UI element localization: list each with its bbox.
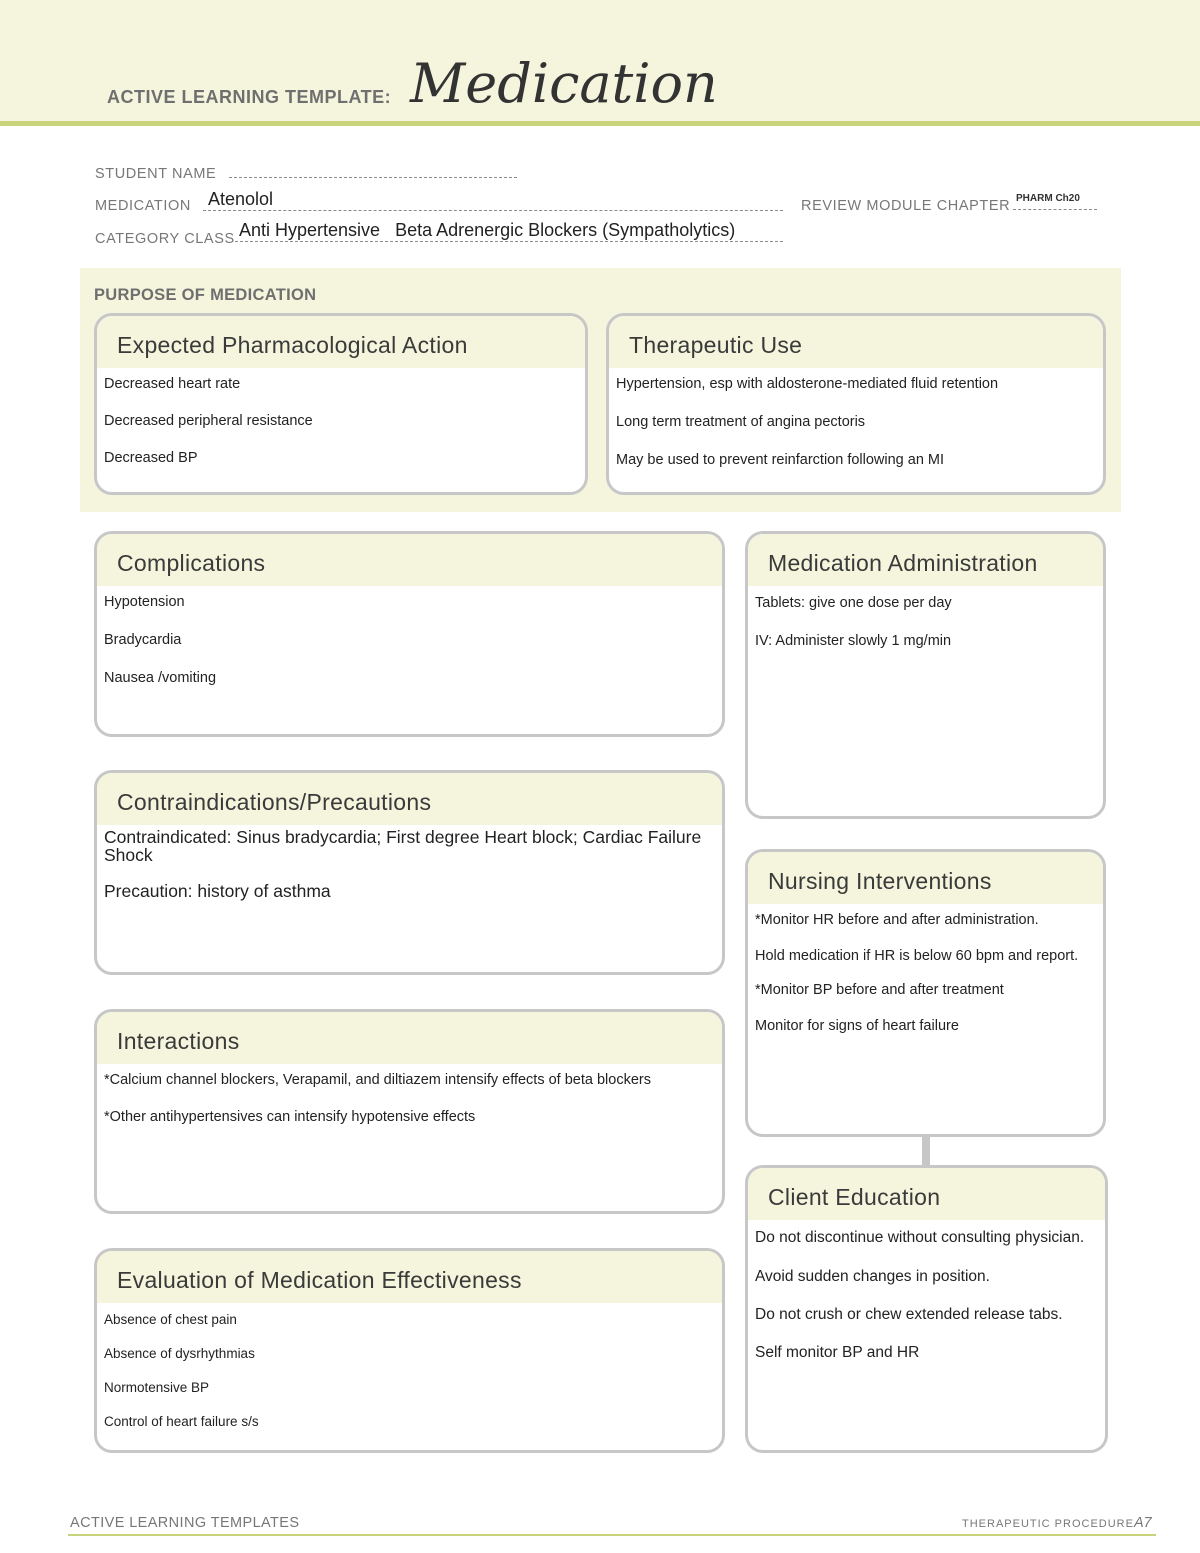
category-class-label: CATEGORY CLASS xyxy=(95,231,235,247)
list-item: Self monitor BP and HR xyxy=(755,1344,920,1361)
evaluation-title: Evaluation of Medication Effectiveness xyxy=(97,1251,722,1303)
category-class-value[interactable]: Anti Hypertensive Beta Adrenergic Blockers (Sympatholytics) xyxy=(239,220,736,240)
review-module-line xyxy=(1013,208,1097,210)
medication-label: MEDICATION xyxy=(95,198,191,214)
client-education-title: Client Education xyxy=(748,1168,1105,1220)
contraindications-box xyxy=(94,770,725,975)
list-item: Decreased heart rate xyxy=(104,376,241,392)
complications-title: Complications xyxy=(97,534,722,586)
interactions-title: Interactions xyxy=(97,1012,722,1064)
list-item: Bradycardia xyxy=(104,632,182,648)
student-name-line[interactable] xyxy=(229,176,517,178)
list-item: Monitor for signs of heart failure xyxy=(755,1018,959,1034)
footer-right: THERAPEUTIC PROCEDURE xyxy=(962,1518,1134,1530)
nursing-interventions-title: Nursing Interventions xyxy=(748,852,1103,904)
student-name-label: STUDENT NAME xyxy=(95,166,217,182)
list-item: Shock xyxy=(104,845,153,865)
evaluation-box xyxy=(94,1248,725,1453)
list-item: Precaution: history of asthma xyxy=(104,881,331,901)
interactions-box xyxy=(94,1009,725,1214)
list-item: IV: Administer slowly 1 mg/min xyxy=(755,633,952,649)
list-item: Hold medication if HR is below 60 bpm and report. xyxy=(755,948,1079,964)
list-item: Decreased BP xyxy=(104,450,198,466)
contraindications-title: Contraindications/Precautions xyxy=(97,773,722,825)
list-item: Long term treatment of angina pectoris xyxy=(616,414,866,430)
administration-box xyxy=(745,531,1106,819)
list-item: May be used to prevent reinfarction following an MI xyxy=(616,452,945,468)
template-prefix: ACTIVE LEARNING TEMPLATE: xyxy=(107,87,392,107)
review-module-label: REVIEW MODULE CHAPTER xyxy=(801,198,1011,214)
list-item: Absence of dysrhythmias xyxy=(104,1346,255,1361)
header-rule xyxy=(0,121,1200,126)
client-education-box xyxy=(745,1165,1108,1453)
list-item: *Calcium channel blockers, Verapamil, and diltiazem intensify effects of beta blockers xyxy=(104,1072,651,1088)
list-item: *Monitor HR before and after administration. xyxy=(755,912,1039,928)
medication-line xyxy=(203,209,783,211)
administration-title: Medication Administration xyxy=(748,534,1103,586)
page-number: A7 xyxy=(1134,1515,1152,1531)
list-item: Hypotension xyxy=(104,594,185,610)
nursing-interventions-box xyxy=(745,849,1106,1137)
list-item: Absence of chest pain xyxy=(104,1312,237,1327)
list-item: *Monitor BP before and after treatment xyxy=(755,982,1004,998)
expected-action-box xyxy=(94,313,588,495)
therapeutic-use-box xyxy=(606,313,1106,495)
purpose-title: PURPOSE OF MEDICATION xyxy=(94,286,317,304)
list-item: Do not discontinue without consulting physician. xyxy=(755,1229,1085,1246)
review-module-value[interactable]: PHARM Ch20 xyxy=(1016,193,1080,204)
box-connector xyxy=(922,1136,930,1166)
therapeutic-use-title: Therapeutic Use xyxy=(609,316,1103,368)
list-item: Hypertension, esp with aldosterone-mediated fluid retention xyxy=(616,376,999,392)
page-title: Medication xyxy=(410,52,718,115)
list-item: Control of heart failure s/s xyxy=(104,1414,259,1429)
complications-box xyxy=(94,531,725,737)
list-item: Decreased peripheral resistance xyxy=(104,413,313,429)
list-item: Do not crush or chew extended release tabs. xyxy=(755,1306,1063,1323)
list-item: Avoid sudden changes in position. xyxy=(755,1268,990,1285)
footer-left: ACTIVE LEARNING TEMPLATES xyxy=(70,1515,300,1531)
list-item: Normotensive BP xyxy=(104,1380,210,1395)
list-item: Nausea /vomiting xyxy=(104,670,217,686)
list-item: Tablets: give one dose per day xyxy=(755,595,952,611)
medication-value[interactable]: Atenolol xyxy=(208,189,274,209)
list-item: *Other antihypertensives can intensify hypotensive effects xyxy=(104,1109,476,1125)
footer-rule xyxy=(68,1534,1156,1536)
expected-action-title: Expected Pharmacological Action xyxy=(97,316,585,368)
list-item: Contraindicated: Sinus bradycardia; First degree Heart block; Cardiac Failure xyxy=(104,827,702,847)
